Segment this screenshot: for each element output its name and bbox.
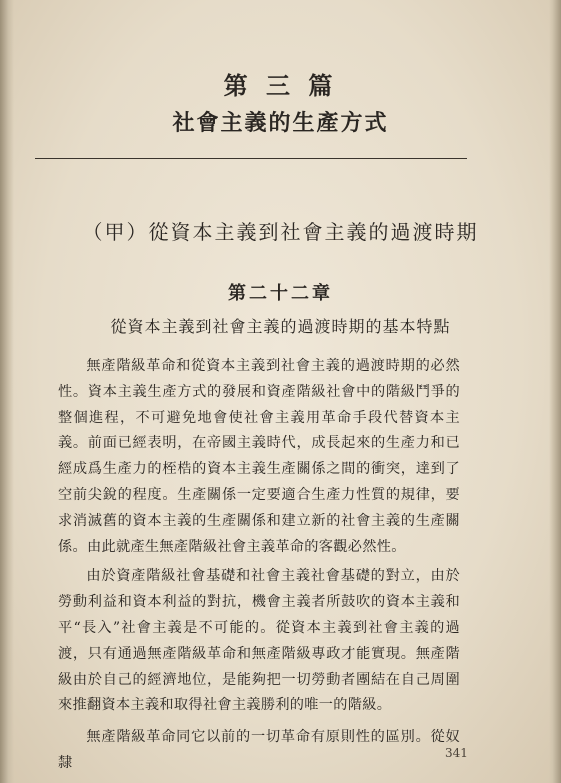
body-text	[58, 354, 460, 777]
paragraph: 無產階級革命同它以前的一切革命有原則性的區別。從奴隸	[58, 729, 460, 771]
paragraph: 由於資產階級社會基礎和社會主義社會基礎的對立，由於勞動利益和資本利益的對抗，機會主義者所鼓吹的資本主義和平“長入”社會主義是不可能的。從資本主義到社會主義的過渡，只有通過無產階級革命和無產階級專政才能實現。無產階級由於自己的經濟地位，是能夠把一切勞動者團結在自己周圍來推翻資本主義和取得社會主義勝利的唯一的階級。	[58, 568, 460, 714]
chapter-heading: 第二十二章	[228, 283, 333, 304]
part-heading: 第 三 篇	[223, 71, 338, 100]
page-number: 341	[445, 746, 468, 760]
section-heading: （甲）從資本主義到社會主義的過渡時期	[82, 220, 479, 244]
paragraph: 無產階級革命和從資本主義到社會主義的過渡時期的必然性。資本主義生產方式的發展和資產階級社會中的階級鬥爭的整個進程，不可避免地會使社會主義用革命手段代替資本主義。前面已經表明，在帝國主義時代，成長起來的生產力和已經成爲生產力的桎梏的資本主義生產關係之間的衝突，達到了空前尖銳的程度。生產關係一定要適合生產力性質的規律，要求消滅舊的資本主義的生產關係和建立新的社會主義的生產關係。由此就產生無產階級社會主義革命的客觀必然性。	[58, 358, 460, 555]
chapter-title: 從資本主義到社會主義的過渡時期的基本特點	[110, 317, 451, 336]
part-title: 社會主義的生產方式	[172, 110, 389, 136]
heading-divider	[35, 158, 467, 159]
